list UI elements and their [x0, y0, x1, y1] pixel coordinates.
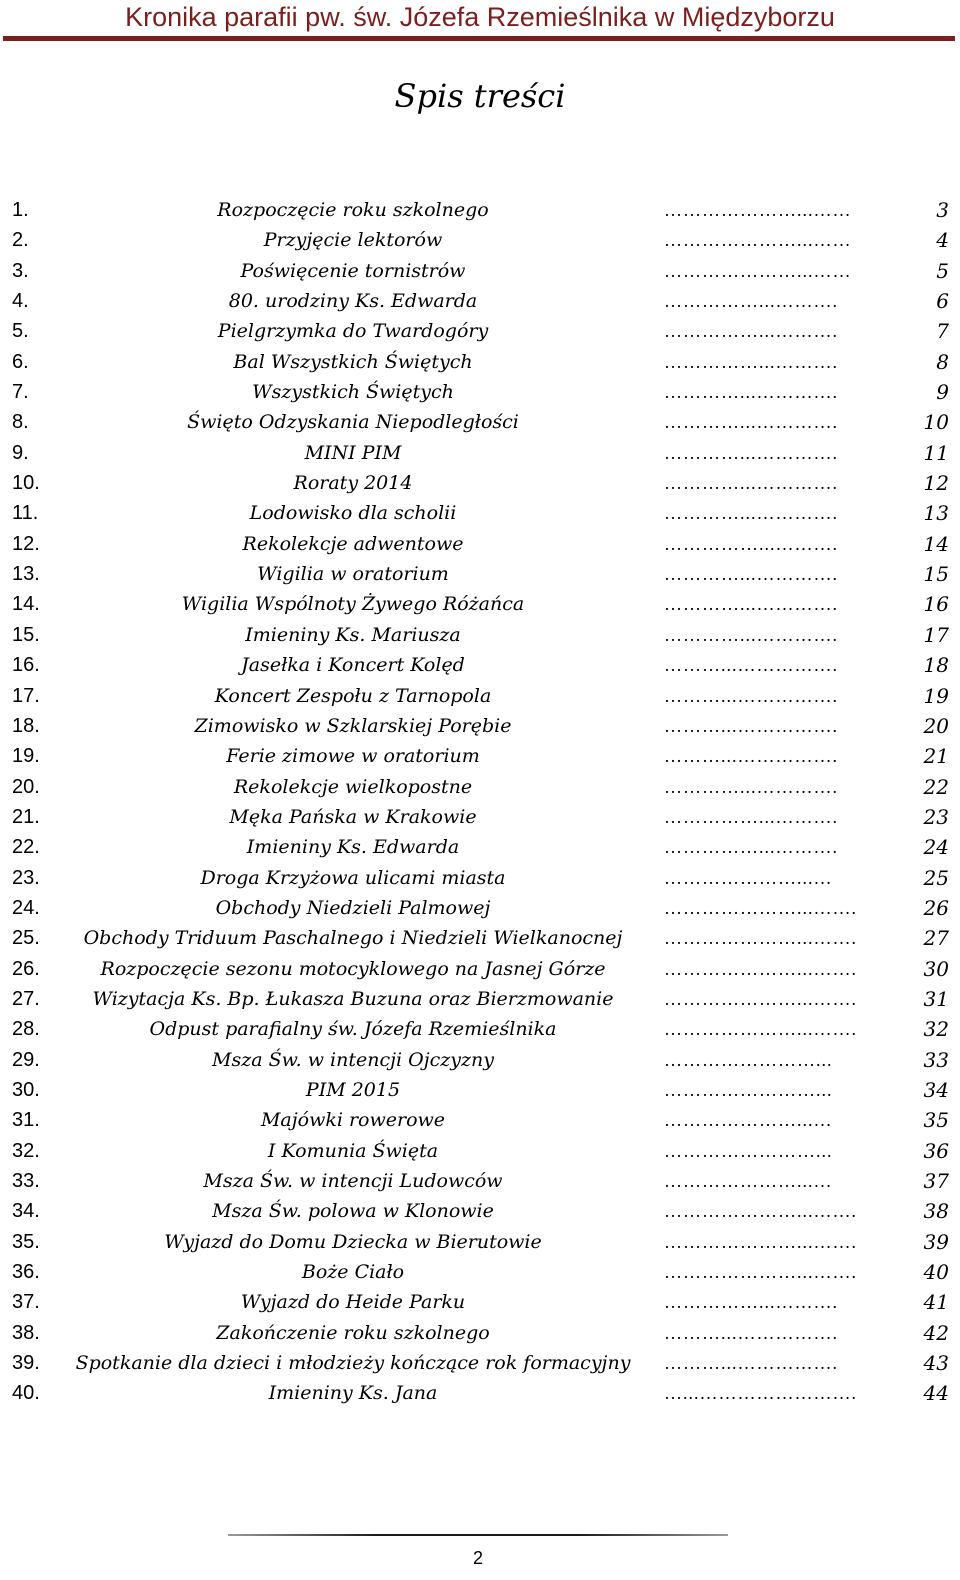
toc-entry-page: 14: [923, 531, 949, 556]
toc-entry: [0, 1136, 960, 1166]
toc-entry-title: Msza Św. w intencji Ludowców: [203, 1170, 503, 1192]
toc-entry-title: Bal Wszystkich Świętych: [233, 350, 473, 373]
toc-entry-leader-dots: …………………...…….: [664, 928, 857, 949]
toc-entry: [0, 1045, 960, 1075]
toc-entry-page: 36: [923, 1138, 949, 1163]
toc-entry: [0, 772, 960, 802]
document-header-title: Kronika parafii pw. św. Józefa Rzemieślnika w Międzyborzu: [125, 2, 835, 32]
toc-entry-page: 4: [936, 228, 949, 253]
toc-entry-leader-dots: …………………...…….: [664, 988, 857, 1009]
toc-entry-page: 32: [923, 1017, 949, 1042]
toc-entry-number: 1.: [12, 199, 29, 221]
toc-entry-leader-dots: …………………...…….: [664, 1019, 857, 1040]
toc-entry: [0, 498, 960, 528]
toc-entry-page: 44: [923, 1381, 949, 1406]
toc-entry: [0, 1287, 960, 1317]
toc-entry: [0, 1318, 960, 1348]
toc-entry-leader-dots: …………...………….: [664, 564, 838, 585]
toc-entry: [0, 802, 960, 832]
header-divider: [3, 36, 955, 41]
toc-entry-number: 34.: [12, 1200, 40, 1223]
toc-entry-page: 40: [923, 1260, 949, 1285]
toc-entry-page: 21: [923, 744, 949, 769]
toc-entry: [0, 1075, 960, 1105]
toc-entry-number: 6.: [12, 350, 29, 373]
toc-entry-title: Spotkanie dla dzieci i młodzieży kończące rok formacyjny: [75, 1352, 631, 1375]
toc-entry-title: Majówki rowerowe: [260, 1109, 446, 1132]
toc-entry-title: Przyjęcie lektorów: [263, 229, 443, 252]
toc-entry-number: 11.: [12, 502, 39, 525]
toc-entry-title: Poświęcenie tornistrów: [240, 259, 466, 282]
toc-entry: [0, 1257, 960, 1287]
toc-entry-page: 15: [923, 562, 949, 587]
toc-entry-number: 32.: [12, 1139, 40, 1162]
toc-entry-number: 5.: [12, 320, 29, 343]
toc-entry-page: 13: [923, 501, 949, 526]
toc-entry-number: 7.: [12, 381, 29, 404]
toc-entry-number: 27.: [12, 987, 40, 1010]
toc-entry-leader-dots: …………………...…….: [664, 1231, 857, 1252]
toc-entry-leader-dots: ……………...……….: [664, 806, 838, 827]
toc-entry-title: Imieniny Ks. Jana: [268, 1382, 438, 1405]
toc-entry-leader-dots: …………...………….: [664, 382, 838, 403]
toc-entry-title: Wyjazd do Heide Parku: [240, 1291, 466, 1314]
toc-entry-title: Wigilia Wspólnoty Żywego Różańca: [181, 593, 525, 616]
toc-entry-leader-dots: …………………...…….: [664, 897, 857, 918]
toc-entry-title: Obchody Triduum Paschalnego i Niedzieli Wielkanocnej: [83, 927, 623, 950]
toc-entry-number: 26.: [12, 957, 40, 980]
toc-entry-title: Wyjazd do Domu Dziecka w Bierutowie: [164, 1230, 542, 1253]
toc-entry-number: 40.: [12, 1382, 40, 1405]
toc-entry-page: 11: [923, 440, 949, 465]
toc-entry-page: 9: [936, 380, 949, 405]
toc-entry: [0, 286, 960, 316]
toc-entry-page: 37: [923, 1169, 949, 1193]
toc-entry-number: 15.: [12, 623, 40, 646]
toc-entry-leader-dots: ………...…………….: [664, 685, 838, 706]
toc-entry-number: 13.: [12, 563, 40, 586]
toc-entry: [0, 741, 960, 771]
toc-entry: [0, 620, 960, 650]
toc-entry-title: Koncert Zespołu z Tarnopola: [214, 684, 492, 707]
toc-entry-page: 30: [923, 956, 949, 981]
toc-entry-number: 23.: [12, 866, 40, 889]
toc-entry-leader-dots: ……………...……….: [664, 291, 838, 312]
toc-entry-number: 17.: [12, 684, 40, 707]
toc-entry: [0, 559, 960, 589]
toc-entry-page: 16: [923, 592, 949, 617]
toc-entry-leader-dots: ……………………...: [664, 1049, 833, 1070]
toc-entry-title: Wigilia w oratorium: [257, 563, 449, 586]
toc-entry-title: Lodowisko dla scholii: [249, 502, 457, 525]
toc-entry-page: 19: [923, 683, 949, 708]
toc-entry-number: 22.: [12, 836, 40, 859]
toc-entry: [0, 1166, 960, 1196]
toc-entry-title: Rekolekcje adwentowe: [242, 532, 464, 555]
toc-entry-leader-dots: ……………………...: [664, 1140, 833, 1161]
toc-entry-leader-dots: …………...………….: [664, 776, 838, 797]
toc-entry-page: 22: [923, 774, 949, 799]
toc-entry: [0, 832, 960, 862]
toc-entry: [0, 1014, 960, 1044]
toc-entry-number: 3.: [12, 259, 29, 282]
toc-entry-leader-dots: …………………...……: [664, 230, 852, 251]
toc-entry-title: Zakończenie roku szkolnego: [216, 1321, 490, 1344]
toc-entry-number: 30.: [12, 1078, 40, 1101]
toc-entry-title: Droga Krzyżowa ulicami miasta: [200, 866, 506, 889]
toc-entry-number: 37.: [12, 1291, 40, 1314]
toc-entry-leader-dots: ……………...……….: [664, 837, 838, 858]
toc-entry-number: 8.: [12, 411, 29, 434]
table-of-contents-heading: Spis treści: [394, 77, 566, 115]
toc-entry-leader-dots: ………...…………….: [664, 746, 838, 767]
toc-entry: [0, 347, 960, 377]
toc-entry-page: 34: [923, 1077, 949, 1102]
toc-entry-page: 41: [923, 1290, 949, 1315]
toc-entry: [0, 984, 960, 1014]
toc-entry-number: 14.: [12, 593, 40, 616]
toc-entry-leader-dots: …………...………….: [664, 473, 838, 494]
toc-entry: [0, 529, 960, 559]
toc-entry-page: 38: [923, 1199, 949, 1224]
toc-entry-title: 80. urodziny Ks. Edwarda: [228, 290, 478, 313]
toc-entry-page: 27: [923, 926, 949, 951]
footer-divider: [228, 1534, 728, 1536]
toc-entry-page: 43: [923, 1351, 949, 1376]
toc-entry: [0, 1348, 960, 1378]
toc-entry-page: 33: [923, 1047, 949, 1072]
toc-entry-number: 18.: [12, 714, 40, 737]
toc-entry-page: 20: [923, 713, 949, 738]
toc-entry-number: 12.: [12, 532, 40, 555]
toc-entry-page: 23: [923, 804, 949, 829]
toc-entry: [0, 893, 960, 923]
toc-entry-page: 42: [923, 1320, 949, 1345]
toc-entry-title: Roraty 2014: [293, 472, 413, 495]
toc-entry-page: 39: [923, 1229, 949, 1254]
toc-entry-page: 5: [936, 258, 949, 283]
toc-entry-page: 7: [936, 319, 949, 344]
toc-entry-number: 24.: [12, 896, 40, 919]
toc-entry: [0, 1378, 960, 1408]
toc-entry-title: Imieniny Ks. Mariusza: [245, 623, 461, 646]
toc-entry-title: PIM 2015: [305, 1078, 401, 1101]
toc-entry-page: 25: [923, 865, 949, 890]
toc-entry: [0, 225, 960, 255]
toc-entry-title: I Komunia Święta: [267, 1139, 439, 1162]
toc-entry: [0, 711, 960, 741]
toc-entry-leader-dots: ………...…………….: [664, 1322, 838, 1343]
toc-entry-number: 9.: [12, 441, 29, 464]
page-number: 2: [472, 1548, 483, 1568]
toc-entry-leader-dots: ……………...……….: [664, 533, 838, 554]
toc-entry-title: Rozpoczęcie roku szkolnego: [217, 199, 489, 221]
toc-entry-leader-dots: …………………...…….: [664, 958, 857, 979]
toc-entry-title: Msza Św. w intencji Ojczyzny: [212, 1048, 494, 1071]
toc-entry-leader-dots: …………………...…….: [664, 1262, 857, 1283]
toc-entry-number: 29.: [12, 1048, 40, 1071]
toc-entry-page: 8: [936, 349, 949, 374]
toc-entry: [0, 438, 960, 468]
toc-entry-number: 10.: [12, 472, 40, 495]
toc-entry-page: 10: [923, 410, 949, 435]
toc-entry-number: 21.: [12, 805, 40, 828]
toc-entry-leader-dots: …………...………….: [664, 624, 838, 645]
toc-entry-title: Obchody Niedzieli Palmowej: [215, 896, 491, 919]
toc-entry-title: Męka Pańska w Krakowie: [229, 805, 477, 828]
toc-entry-title: Święto Odzyskania Niepodległości: [187, 411, 519, 434]
toc-entry: [0, 863, 960, 893]
toc-entry-leader-dots: …………...………….: [664, 442, 838, 463]
toc-entry: [0, 256, 960, 286]
toc-entry: [0, 195, 960, 225]
toc-entry-page: 6: [936, 289, 949, 314]
toc-entry-page: 35: [923, 1108, 949, 1133]
toc-entry-title: Rozpoczęcie sezonu motocyklowego na Jasnej Górze: [100, 957, 606, 980]
toc-entry-number: 28.: [12, 1018, 40, 1041]
toc-entry-leader-dots: ………...…………….: [664, 1353, 838, 1374]
toc-entry-title: Odpust parafialny św. Józefa Rzemieślnika: [149, 1018, 557, 1041]
toc-entry: [0, 589, 960, 619]
toc-entry-title: Imieniny Ks. Edwarda: [246, 836, 460, 859]
toc-entry-number: 25.: [12, 927, 40, 950]
toc-entry: [0, 954, 960, 984]
toc-entry: [0, 650, 960, 680]
toc-entry-leader-dots: ……………...……….: [664, 1292, 838, 1313]
toc-entry: [0, 468, 960, 498]
toc-entry: [0, 377, 960, 407]
toc-entry-leader-dots: …...…………………….: [664, 1383, 857, 1404]
toc-entry-leader-dots: …………………...…: [664, 1110, 833, 1131]
toc-entry-number: 31.: [12, 1109, 40, 1132]
toc-entry-title: Ferie zimowe w oratorium: [226, 745, 480, 768]
toc-entry-number: 2.: [12, 229, 29, 252]
toc-entry-leader-dots: …………...………….: [664, 503, 838, 524]
toc-entry: [0, 1227, 960, 1257]
toc-entry-number: 36.: [12, 1261, 40, 1284]
toc-entry: [0, 681, 960, 711]
toc-entry-page: 18: [923, 653, 949, 678]
toc-entry-page: 3: [936, 198, 949, 222]
toc-entry-page: 12: [923, 471, 949, 496]
toc-entry: [0, 316, 960, 346]
toc-entry: [0, 923, 960, 953]
toc-entry: [0, 1196, 960, 1226]
toc-entry-title: Wizytacja Ks. Bp. Łukasza Buzuna oraz Bierzmowanie: [92, 987, 614, 1010]
toc-entry-leader-dots: …………………...……: [664, 200, 852, 220]
toc-entry-page: 24: [923, 835, 949, 860]
toc-entry-page: 17: [923, 622, 949, 647]
toc-entry-number: 19.: [12, 745, 40, 768]
toc-entry-leader-dots: ………...…………….: [664, 715, 838, 736]
toc-entry-leader-dots: …………………...…: [664, 1171, 833, 1191]
toc-entry-leader-dots: ……………………...: [664, 1079, 833, 1100]
toc-entry-number: 16.: [12, 654, 40, 677]
toc-entry-leader-dots: …………...………….: [664, 594, 838, 615]
toc-entry-title: Wszystkich Świętych: [252, 381, 454, 404]
toc-entry-leader-dots: …………………...…….: [664, 1201, 857, 1222]
toc-entry-number: 4.: [12, 290, 29, 313]
toc-entry-number: 20.: [12, 775, 40, 798]
toc-entry-page: 26: [923, 895, 949, 920]
toc-entry-leader-dots: ………...…………….: [664, 655, 838, 676]
toc-entry-leader-dots: …………………...…: [664, 867, 833, 888]
toc-entry-leader-dots: ……………...……….: [664, 351, 838, 372]
toc-entry-title: Boże Ciało: [301, 1261, 405, 1284]
toc-entry-title: MINI PIM: [304, 441, 402, 464]
toc-entry-leader-dots: ……………...……….: [664, 321, 838, 342]
table-of-contents-list: [0, 195, 960, 1409]
toc-entry: [0, 1105, 960, 1135]
toc-entry-number: 39.: [12, 1352, 40, 1375]
toc-entry-number: 35.: [12, 1230, 40, 1253]
toc-entry-page: 31: [923, 986, 949, 1011]
toc-entry-title: Pielgrzymka do Twardogóry: [217, 320, 489, 343]
toc-entry-leader-dots: …………...………….: [664, 412, 838, 433]
toc-entry-number: 33.: [12, 1170, 40, 1192]
toc-entry-number: 38.: [12, 1321, 40, 1344]
toc-entry-title: Msza Św. polowa w Klonowie: [212, 1200, 494, 1223]
toc-entry-title: Jasełka i Koncert Kolęd: [241, 654, 465, 677]
toc-entry: [0, 407, 960, 437]
toc-entry-title: Rekolekcje wielkopostne: [233, 775, 473, 798]
toc-entry-title: Zimowisko w Szklarskiej Porębie: [194, 714, 512, 737]
toc-entry-leader-dots: …………………...……: [664, 260, 852, 281]
